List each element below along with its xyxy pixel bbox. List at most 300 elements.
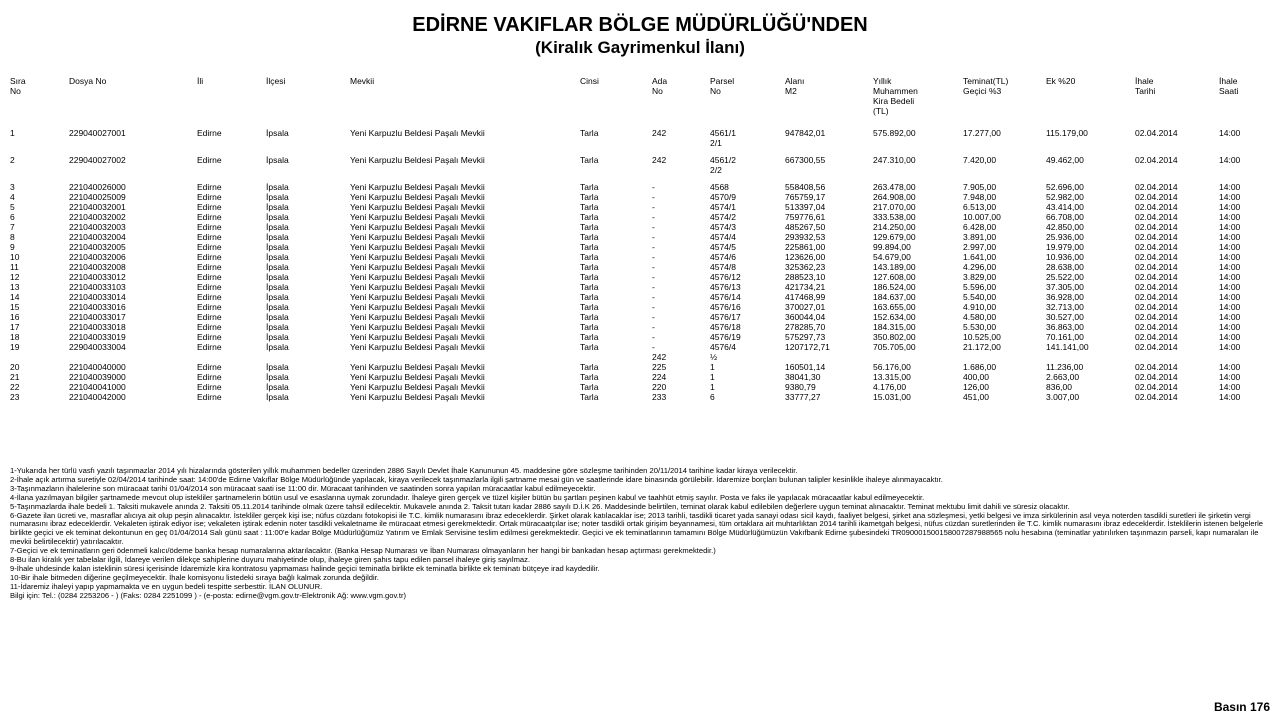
table-cell: 127.608,00 <box>873 272 916 282</box>
table-cell: Tarla <box>580 128 599 138</box>
table-cell: 360044,04 <box>785 312 826 322</box>
column-header: Alanı M2 <box>785 76 805 96</box>
table-cell: 4568 <box>710 182 729 192</box>
table-cell: 13.315,00 <box>873 372 911 382</box>
table-cell: 36.928,00 <box>1046 292 1084 302</box>
column-header: Cinsi <box>580 76 599 86</box>
table-cell: 02.04.2014 <box>1135 312 1178 322</box>
table-cell: 7.948,00 <box>963 192 997 202</box>
table-cell: 242 <box>652 155 667 165</box>
table-cell: 575.892,00 <box>873 128 916 138</box>
table-cell: 4576/16 <box>710 302 741 312</box>
table-cell: 264.908,00 <box>873 192 916 202</box>
table-cell: 221040025009 <box>69 192 126 202</box>
table-row <box>10 392 1265 402</box>
table-cell: 9 <box>10 242 15 252</box>
table-cell: 221040033019 <box>69 332 126 342</box>
table-cell: 350.802,00 <box>873 332 916 342</box>
table-cell: Tarla <box>580 182 599 192</box>
table-cell: 02.04.2014 <box>1135 372 1178 382</box>
table-cell: 759776,61 <box>785 212 826 222</box>
table-cell: Tarla <box>580 342 599 352</box>
table-cell: 221040032005 <box>69 242 126 252</box>
table-cell: 5 <box>10 202 15 212</box>
table-cell: - <box>652 292 655 302</box>
note-item: 6-Gazete ilan ücreti ve, masraflar alıcıya ait olup peşin alınacaktır. İstekliler gerçek kişi ise; nüfus cüzdanı fotokopisi ile T.C. kimlik numarasını ibraz edeceklerdir. Şirket olarak katılacaklar ise; 2013 tarihli, tasdikli ticaret yada sanayi odası sicil kaydı, faaliyet belgesi, şirket ana sözleşmesi, yetki belgesi ve imza sirkülerinin asıl veya noterden tasdikli suretleri ile şirketin vergi numarasını ibraz edeceklerdir. Vekaleten iştirak ediyor ise; vekaleten iştirak edenin noter tasdikli vekaletname ile müracaat etmesi gerekmektedir. Ortak müracaatçılar ise; noter tasdikli ortak girişim beyannamesi, tüm ortaklara ait muhtarlıktan 2014 tarihli ikametgah belgesi, nüfus cüzdan suretlerinden ile T.C. kimlik numarasını ibraz edeceklerdir. İsteklilerin istenen belgelerle birlikte geçici ve ek teminat dekontunun en geç 01/04/2014 Salı günü saat : 11:00'e kadar Bölge Müdürlüğümüz Yatırım ve Emlak Servisine teslim edilmesi gerekmektedir. Geçici ve ek teminatlarının tamamını Bölge Müdürlüğümüzün Vakıfbank Edirne şubesindeki TR090001500158007287988565 nolu hesabına (teminatlar yatırılırken taşınmazın parseli, kapı numaraları ile mevkii belirtilecektir) yatırılacaktır. <box>10 510 1263 547</box>
table-cell: 10.525,00 <box>963 332 1001 342</box>
table-cell: 02.04.2014 <box>1135 332 1178 342</box>
table-cell: Tarla <box>580 272 599 282</box>
table-cell: İpsala <box>266 155 289 165</box>
note-item: 8-Bu ilan kiralık yer tabelalar ilgili, İdareye verilen dilekçe sahiplerine duyuru mahiyetinde olup, ihaleye giren şahıs tapu edilen parsel ihaleye giriş sayılmaz. <box>10 555 531 565</box>
table-cell: 14:00 <box>1219 192 1241 202</box>
table-cell: 14:00 <box>1219 282 1241 292</box>
note-item: 3-Taşınmazların ihalelerine son müracaat tarihi 01/04/2014 son müracaat saati ise 11:00 dir. Müracaat tarihinden ve saatinden sonra yapılan müracaatlar kabul edilmeyecektir. <box>10 483 596 493</box>
table-cell: 225861,00 <box>785 242 826 252</box>
table-row <box>10 272 1265 282</box>
table-cell: 4561/2 2/2 <box>710 155 736 175</box>
table-cell: 19 <box>10 342 20 352</box>
table-cell: Edirne <box>197 372 222 382</box>
column-header: Ek %20 <box>1046 76 1076 86</box>
table-cell: 14:00 <box>1219 202 1241 212</box>
table-cell: Tarla <box>580 362 599 372</box>
basim-number: Basın 176 <box>1213 700 1270 714</box>
column-header: Dosya No <box>69 76 107 86</box>
table-cell: Yeni Karpuzlu Beldesi Paşalı Mevkii <box>350 312 485 322</box>
contact-info: Bilgi için: Tel.: (0284 2253206 - ) (Faks: 0284 2251099 ) - (e-posta: edirne@vgm.gov.tr-Elektronik Ağ: www.vgm.gov.tr) <box>10 590 407 600</box>
notes-section <box>10 467 1272 601</box>
table-row <box>10 222 1265 232</box>
table-cell: Tarla <box>580 312 599 322</box>
table-cell: 217.070,00 <box>873 202 916 212</box>
table-cell: İpsala <box>266 292 289 302</box>
table-cell: Edirne <box>197 242 222 252</box>
table-cell: 22 <box>10 382 20 392</box>
table-cell: 278285,70 <box>785 322 826 332</box>
table-cell: 947842,01 <box>785 128 826 138</box>
table-cell: 4574/4 <box>710 232 736 242</box>
table-cell: 221040042000 <box>69 392 126 402</box>
table-cell: 4576/12 <box>710 272 741 282</box>
table-cell: 14:00 <box>1219 372 1241 382</box>
note-item: 7-Geçici ve ek teminatların geri ödenmeli kalıcı/ödeme banka hesap numaralarına aktarılacaktır. (Banka Hesap Numarası ve İban Numarası olmayanların her hangi bir bankadan hesap açtırması gerekmektedir.) <box>10 546 716 556</box>
table-cell: Edirne <box>197 292 222 302</box>
table-cell: 1207172,71 <box>785 342 830 352</box>
table-cell: 14:00 <box>1219 155 1241 165</box>
table-cell <box>266 352 350 362</box>
table-row <box>10 312 1265 322</box>
table-cell: 37.305,00 <box>1046 282 1084 292</box>
table-row <box>10 252 1265 262</box>
table-cell: İpsala <box>266 302 289 312</box>
table-cell: 4574/5 <box>710 242 736 252</box>
table-cell: 14:00 <box>1219 128 1241 138</box>
column-header: İhale Saati <box>1219 76 1239 96</box>
table-row <box>10 128 1265 155</box>
table-cell: 19.979,00 <box>1046 242 1084 252</box>
table-cell: 02.04.2014 <box>1135 252 1178 262</box>
table-cell: 247.310,00 <box>873 155 916 165</box>
table-cell: 152.634,00 <box>873 312 916 322</box>
table-cell: 8 <box>10 232 15 242</box>
table-cell: 18 <box>10 332 20 342</box>
table-cell: Edirne <box>197 272 222 282</box>
table-cell: Edirne <box>197 342 222 352</box>
table-cell: 1 <box>710 362 715 372</box>
table-cell: 224 <box>652 372 667 382</box>
table-cell: 4.580,00 <box>963 312 997 322</box>
table-cell: 14:00 <box>1219 342 1241 352</box>
table-cell: Edirne <box>197 262 222 272</box>
table-cell: 14:00 <box>1219 222 1241 232</box>
table-cell: - <box>652 302 655 312</box>
table-cell: 4576/4 <box>710 342 736 352</box>
table-cell: 221040033103 <box>69 282 126 292</box>
table-cell: İpsala <box>266 182 289 192</box>
table-cell: 02.04.2014 <box>1135 262 1178 272</box>
table-cell: Edirne <box>197 302 222 312</box>
table-row <box>10 362 1265 372</box>
table-cell: 4574/1 <box>710 202 736 212</box>
table-cell: 242 <box>652 128 667 138</box>
table-cell: 36.863,00 <box>1046 322 1084 332</box>
table-cell: - <box>652 342 655 352</box>
table-cell: 14:00 <box>1219 392 1241 402</box>
table-cell: 02.04.2014 <box>1135 128 1178 138</box>
table-cell: 229040033004 <box>69 342 126 352</box>
table-cell: 14:00 <box>1219 332 1241 342</box>
table-cell: 123626,00 <box>785 252 826 262</box>
table-row <box>10 282 1265 292</box>
table-cell: 558408,56 <box>785 182 826 192</box>
table-cell: 56.176,00 <box>873 362 911 372</box>
table-cell: İpsala <box>266 192 289 202</box>
table-cell: - <box>652 272 655 282</box>
table-cell: 7.420,00 <box>963 155 997 165</box>
table-cell: Edirne <box>197 382 222 392</box>
page-title: EDİRNE VAKIFLAR BÖLGE MÜDÜRLÜĞÜ'NDEN <box>412 14 868 36</box>
table-cell: 163.655,00 <box>873 302 916 312</box>
table-cell: İpsala <box>266 392 289 402</box>
table-cell: 14 <box>10 292 20 302</box>
table-cell: 43.414,00 <box>1046 202 1084 212</box>
table-cell: Tarla <box>580 222 599 232</box>
table-row <box>10 342 1265 352</box>
table-cell: 02.04.2014 <box>1135 155 1178 165</box>
table-cell: 33777,27 <box>785 392 821 402</box>
table-cell: Edirne <box>197 128 222 138</box>
table-row <box>10 212 1265 222</box>
table-cell: 30.527,00 <box>1046 312 1084 322</box>
table-cell: 25.522,00 <box>1046 272 1084 282</box>
table-cell: İpsala <box>266 232 289 242</box>
note-item: 11-İdaremiz ihaleyi yapıp yapmamakta ve en uygun bedeli tespitte serbesttir. İLAN OLUNUR. <box>10 581 323 591</box>
table-cell: 14:00 <box>1219 312 1241 322</box>
table-cell: Yeni Karpuzlu Beldesi Paşalı Mevkii <box>350 362 485 372</box>
table-cell: 02.04.2014 <box>1135 292 1178 302</box>
table-cell: 4576/19 <box>710 332 741 342</box>
table-cell: 1.641,00 <box>963 252 997 262</box>
table-cell: 14:00 <box>1219 382 1241 392</box>
table-cell: 02.04.2014 <box>1135 362 1178 372</box>
table-cell <box>197 352 266 362</box>
column-header: Ada No <box>652 76 668 96</box>
table-cell: 02.04.2014 <box>1135 382 1178 392</box>
table-row <box>10 332 1265 342</box>
table-cell: 186.524,00 <box>873 282 916 292</box>
table-cell: Yeni Karpuzlu Beldesi Paşalı Mevkii <box>350 392 485 402</box>
table-row <box>10 352 1265 362</box>
table-cell: 1 <box>710 382 715 392</box>
table-cell: Tarla <box>580 302 599 312</box>
table-cell: 1 <box>10 128 15 138</box>
table-cell: 02.04.2014 <box>1135 392 1178 402</box>
column-header: İhale Tarihi <box>1135 76 1156 96</box>
table-cell: 14:00 <box>1219 242 1241 252</box>
table-cell: 14:00 <box>1219 292 1241 302</box>
table-cell: 485267,50 <box>785 222 826 232</box>
table-cell: 16 <box>10 312 20 322</box>
table-cell: 7 <box>10 222 15 232</box>
note-item: 10-Bir ihale bitmeden diğerine geçilmeyecektir. İhale komisyonu listedeki sıraya bağlı kalmak zorunda değildir. <box>10 572 379 582</box>
table-cell: 4576/14 <box>710 292 741 302</box>
table-cell: 14:00 <box>1219 212 1241 222</box>
table-cell: 1.686,00 <box>963 362 997 372</box>
table-cell: Yeni Karpuzlu Beldesi Paşalı Mevkii <box>350 292 485 302</box>
table-cell: - <box>652 312 655 322</box>
table-row <box>10 155 1265 182</box>
table-cell: 14:00 <box>1219 232 1241 242</box>
table-cell: İpsala <box>266 262 289 272</box>
table-cell: Tarla <box>580 322 599 332</box>
table-cell: 13 <box>10 282 20 292</box>
table-cell: 9380,79 <box>785 382 816 392</box>
table-cell <box>350 352 580 362</box>
table-cell: 5.596,00 <box>963 282 997 292</box>
table-cell: Tarla <box>580 232 599 242</box>
table-cell: 3.891,00 <box>963 232 997 242</box>
table-cell: 221040032002 <box>69 212 126 222</box>
table-row <box>10 232 1265 242</box>
table-cell: 221040032008 <box>69 262 126 272</box>
table-cell: 15.031,00 <box>873 392 911 402</box>
column-header: Mevkii <box>350 76 375 86</box>
table-cell: 705.705,00 <box>873 342 916 352</box>
table-cell: 184.315,00 <box>873 322 916 332</box>
table-cell: 42.850,00 <box>1046 222 1084 232</box>
table-cell: 14:00 <box>1219 322 1241 332</box>
table-cell: 4.910,00 <box>963 302 997 312</box>
table-cell: 23 <box>10 392 20 402</box>
table-cell <box>785 352 873 362</box>
table-cell <box>1219 352 1265 362</box>
table-cell: Edirne <box>197 392 222 402</box>
table-cell: Edirne <box>197 362 222 372</box>
table-row <box>10 302 1265 312</box>
table-cell: Tarla <box>580 282 599 292</box>
table-cell: 99.894,00 <box>873 242 911 252</box>
table-cell: 575297,73 <box>785 332 826 342</box>
table-cell: 02.04.2014 <box>1135 212 1178 222</box>
table-cell: Yeni Karpuzlu Beldesi Paşalı Mevkii <box>350 322 485 332</box>
table-row <box>10 192 1265 202</box>
table-cell: 451,00 <box>963 392 989 402</box>
table-cell: 229040027002 <box>69 155 126 165</box>
table-cell: 21.172,00 <box>963 342 1001 352</box>
column-header: İlçesi <box>266 76 286 86</box>
table-row <box>10 372 1265 382</box>
table-cell: - <box>652 232 655 242</box>
table-cell: 141.141,00 <box>1046 342 1089 352</box>
table-cell: Yeni Karpuzlu Beldesi Paşalı Mevkii <box>350 372 485 382</box>
table-cell: 233 <box>652 392 667 402</box>
column-header: İli <box>197 76 204 86</box>
table-cell: 52.696,00 <box>1046 182 1084 192</box>
table-cell: 3.007,00 <box>1046 392 1080 402</box>
table-cell: 214.250,00 <box>873 222 916 232</box>
table-cell: 10 <box>10 252 20 262</box>
table-cell: 115.179,00 <box>1046 128 1088 138</box>
table-cell: Yeni Karpuzlu Beldesi Paşalı Mevkii <box>350 302 485 312</box>
table-row <box>10 382 1265 392</box>
table-cell: Yeni Karpuzlu Beldesi Paşalı Mevkii <box>350 202 485 212</box>
table-cell: 221040032004 <box>69 232 126 242</box>
table-cell: 836,00 <box>1046 382 1072 392</box>
table-cell: 221040039000 <box>69 372 126 382</box>
table-cell: 02.04.2014 <box>1135 272 1178 282</box>
table-cell: Edirne <box>197 192 222 202</box>
table-cell: 5.530,00 <box>963 322 997 332</box>
table-cell: 14:00 <box>1219 362 1241 372</box>
note-item: 2-İhale açık artırma suretiyle 02/04/2014 tarihinde saat: 14:00'de Edirne Vakıflar Bölge Müdürlüğünde yapılacak, kiraya verilecek taşınmazlarla ilgili şartname mesai gün ve saatlerinde idare binasında görülebilir. İdaremize borçları bulunan talipler kesinlikle ihaleye alınmayacaktır. <box>10 474 943 484</box>
table-cell: - <box>652 322 655 332</box>
column-header: Sıra No <box>10 76 26 96</box>
table-cell: Yeni Karpuzlu Beldesi Paşalı Mevkii <box>350 222 485 232</box>
table-cell: - <box>652 282 655 292</box>
table-cell <box>69 352 197 362</box>
table-cell: Tarla <box>580 202 599 212</box>
table-cell: 6.428,00 <box>963 222 997 232</box>
table-cell: 4574/2 <box>710 212 736 222</box>
table-cell: Edirne <box>197 232 222 242</box>
table-cell: - <box>652 242 655 252</box>
table-cell: Tarla <box>580 192 599 202</box>
table-cell: 667300,55 <box>785 155 826 165</box>
table-cell: 11 <box>10 262 19 272</box>
table-cell: 417468,99 <box>785 292 826 302</box>
table-cell: 221040033017 <box>69 312 126 322</box>
table-cell: 221040040000 <box>69 362 126 372</box>
table-cell: 4574/8 <box>710 262 736 272</box>
table-cell: 02.04.2014 <box>1135 222 1178 232</box>
table-cell: 3.829,00 <box>963 272 997 282</box>
column-header: Parsel No <box>710 76 735 96</box>
table-cell: 221040033018 <box>69 322 126 332</box>
table-cell: 14:00 <box>1219 302 1241 312</box>
page-subtitle: (Kiralık Gayrimenkul İlanı) <box>535 38 745 57</box>
table-cell: 4.296,00 <box>963 262 997 272</box>
table-cell: 14:00 <box>1219 272 1241 282</box>
table-row <box>10 322 1265 332</box>
table-cell: - <box>652 222 655 232</box>
table-cell: 49.462,00 <box>1046 155 1084 165</box>
table-cell: Yeni Karpuzlu Beldesi Paşalı Mevkii <box>350 212 485 222</box>
table-cell: 2 <box>10 155 15 165</box>
table-cell: 400,00 <box>963 372 989 382</box>
table-cell: 54.679,00 <box>873 252 911 262</box>
note-item: 5-Taşınmazlarda ihale bedeli 1. Taksiti mukavele anında 2. Taksiti 05.11.2014 tarihinde olmak üzere tahsil edilecektir. Mukavele anında 2. Taksit tutarı kadar 2886 sayılı D.İ.K 26. Maddesinde belirtilen, teminat olarak kabul edilebilen değerlere uygun teminat alınacaktır. Teminat mektubu limit dahili ve süresiz olacaktır. <box>10 501 1070 511</box>
table-cell: İpsala <box>266 372 289 382</box>
table-cell: 3 <box>10 182 15 192</box>
table-cell: 229040027001 <box>69 128 126 138</box>
table-row <box>10 262 1265 272</box>
table-cell: 17.277,00 <box>963 128 1001 138</box>
table-cell: Yeni Karpuzlu Beldesi Paşalı Mevkii <box>350 182 485 192</box>
table-cell: 7.905,00 <box>963 182 997 192</box>
table-cell: 02.04.2014 <box>1135 342 1178 352</box>
table-cell: - <box>652 252 655 262</box>
table-cell: 28.638,00 <box>1046 262 1084 272</box>
table-cell: 15 <box>10 302 20 312</box>
table-cell: Tarla <box>580 155 599 165</box>
table-cell: Yeni Karpuzlu Beldesi Paşalı Mevkii <box>350 342 485 352</box>
table-cell: 10.936,00 <box>1046 252 1084 262</box>
table-cell: 221040033014 <box>69 292 126 302</box>
table-cell: 184.637,00 <box>873 292 916 302</box>
table-cell: Yeni Karpuzlu Beldesi Paşalı Mevkii <box>350 252 485 262</box>
table-cell: 20 <box>10 362 20 372</box>
table-cell: 263.478,00 <box>873 182 916 192</box>
table-cell: ½ <box>710 352 718 362</box>
table-cell: Yeni Karpuzlu Beldesi Paşalı Mevkii <box>350 382 485 392</box>
table-cell: Yeni Karpuzlu Beldesi Paşalı Mevkii <box>350 332 485 342</box>
table-cell: 221040032006 <box>69 252 126 262</box>
table-row <box>10 242 1265 252</box>
table-cell: İpsala <box>266 202 289 212</box>
table-cell: Tarla <box>580 212 599 222</box>
table-cell: İpsala <box>266 362 289 372</box>
table-cell: İpsala <box>266 212 289 222</box>
table-cell: 1 <box>710 372 715 382</box>
table-cell: 221040033016 <box>69 302 126 312</box>
table-cell: İpsala <box>266 128 289 138</box>
table-cell: - <box>652 182 655 192</box>
table-cell: 02.04.2014 <box>1135 322 1178 332</box>
table-cell: Edirne <box>197 332 222 342</box>
table-cell <box>10 352 69 362</box>
table-cell: Yeni Karpuzlu Beldesi Paşalı Mevkii <box>350 242 485 252</box>
table-cell: Edirne <box>197 222 222 232</box>
table-cell: Edirne <box>197 322 222 332</box>
table-cell: 4574/3 <box>710 222 736 232</box>
table-cell: 4576/18 <box>710 322 741 332</box>
table-cell: 293932,53 <box>785 232 826 242</box>
table-cell: İpsala <box>266 282 289 292</box>
table-cell: 5.540,00 <box>963 292 997 302</box>
table-cell: 2.663,00 <box>1046 372 1080 382</box>
table-cell: 288523,10 <box>785 272 826 282</box>
table-cell: 325362,23 <box>785 262 826 272</box>
table-cell: Tarla <box>580 372 599 382</box>
table-cell: İpsala <box>266 272 289 282</box>
table-cell: İpsala <box>266 242 289 252</box>
table-cell: 4561/1 2/1 <box>710 128 736 148</box>
table-cell: İpsala <box>266 222 289 232</box>
table-header-row <box>10 76 1265 128</box>
table-cell: Tarla <box>580 292 599 302</box>
table-cell: 126,00 <box>963 382 989 392</box>
